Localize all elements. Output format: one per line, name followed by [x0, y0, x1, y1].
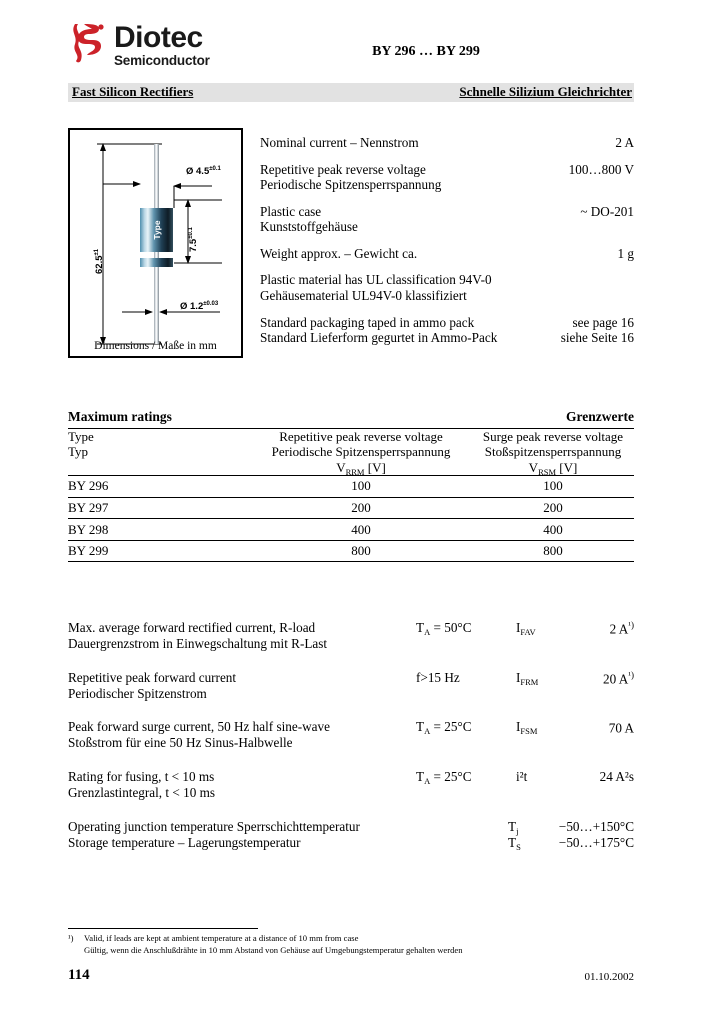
characteristic-value: 24 A²s	[599, 769, 634, 785]
cell-type: BY 297	[68, 497, 250, 519]
cell-vrrm: 200	[250, 497, 472, 519]
lead-wire-top	[154, 144, 159, 208]
diode-cathode-band	[140, 258, 173, 267]
spec-value: 1 g	[617, 245, 634, 261]
spec-value: 100…800 V	[568, 161, 634, 177]
characteristic-row-temperatures	[68, 819, 634, 851]
cell-vrrm: 100	[250, 475, 472, 497]
value-tj: −50…+150°C	[558, 818, 634, 834]
characteristic-row-ifrm	[68, 670, 634, 702]
characteristic-label-de: Periodischer Spitzenstrom	[68, 685, 207, 701]
spec-value-en: see page 16	[572, 314, 634, 330]
logo-name: Diotec	[114, 21, 203, 54]
footnote-block	[68, 928, 634, 956]
symbol-tj: $T_j$	[508, 818, 519, 836]
dimension-lead-diameter: Ø $1.2^{\pm 0.03}$	[180, 301, 219, 313]
title-german: Schnelle Silizium Gleichrichter	[459, 84, 632, 99]
cell-type: BY 298	[68, 519, 250, 541]
page-header	[68, 22, 634, 78]
logo-subtitle: Semiconductor	[114, 53, 210, 68]
spec-label-en: Plastic material has UL classification 94V-0	[260, 272, 492, 288]
spec-row-plastic-case	[260, 204, 634, 235]
symbol-ts: $T_S$	[508, 834, 521, 852]
title-english: Fast Silicon Rectifiers	[72, 84, 194, 99]
drawing-caption: Dimensions / Maße in mm	[94, 340, 217, 352]
maximum-ratings-table	[68, 429, 634, 562]
footnote-rule	[68, 928, 258, 929]
footnote-text-en: Valid, if leads are kept at ambient temperature at a distance of 10 mm from case	[84, 933, 359, 943]
characteristic-symbol: $I_{FAV}$	[516, 620, 536, 637]
characteristic-value: 20 A$^{^1)}$	[603, 669, 634, 687]
package-drawing	[68, 128, 243, 358]
diotec-logo	[68, 22, 210, 68]
spec-label-en: Nominal current – Nennstrom	[260, 135, 419, 150]
spec-value	[561, 315, 634, 346]
column-header-vrsm	[472, 429, 634, 475]
diotec-flame-logo-icon	[68, 22, 108, 64]
characteristic-row-ifav	[68, 620, 634, 652]
diode-type-label: Type	[151, 220, 162, 240]
characteristic-row-ifsm	[68, 719, 634, 751]
spec-label-de: Gehäusematerial UL94V-0 klassifiziert	[260, 288, 467, 304]
characteristic-label-de: Grenzlastintegral, t < 10 ms	[68, 784, 215, 800]
characteristic-label-de: Storage temperature – Lagerungstemperatur	[68, 834, 301, 850]
footnote-item	[68, 932, 634, 956]
column-header-type-de: Typ	[68, 444, 89, 460]
characteristic-label-de: Stoßstrom für eine 50 Hz Sinus-Halbwelle	[68, 735, 293, 751]
specification-list	[260, 135, 634, 346]
maximum-ratings-heading-en: Maximum ratings	[68, 409, 172, 424]
column-header-vrrm	[250, 429, 472, 475]
characteristic-condition: f>15 Hz	[416, 669, 460, 685]
footnote-text-de: Gültig, wenn die Anschlußdrähte in 10 mm Abstand von Gehäuse auf Umgebungstemperatur gehalten werden	[84, 945, 463, 956]
column-header-vrsm-symbol: $V_{RSM}$ [V]	[528, 459, 578, 477]
column-header-vrrm-symbol: $V_{RRM}$ [V]	[336, 459, 386, 477]
dimension-body-length: $7.5^{\pm 0.1}$	[188, 227, 200, 252]
characteristic-value	[559, 819, 634, 851]
spec-label-en: Repetitive peak reverse voltage	[260, 161, 426, 177]
characteristic-label-de: Dauergrenzstrom in Einwegschaltung mit R-Last	[68, 635, 328, 651]
spec-value-de: siehe Seite 16	[560, 330, 634, 346]
spec-row-ul-classification	[260, 272, 634, 303]
cell-type: BY 299	[68, 540, 250, 562]
spec-label-en: Standard packaging taped in ammo pack	[260, 314, 475, 330]
characteristic-label-en: Rating for fusing, t < 10 ms	[68, 769, 215, 785]
table-row	[68, 497, 634, 519]
cell-vrrm: 800	[250, 540, 472, 562]
column-header-vrrm-de: Periodische Spitzensperrspannung	[271, 444, 451, 460]
characteristic-label-en: Peak forward surge current, 50 Hz half sine-wave	[68, 719, 330, 735]
page-footer	[68, 967, 634, 987]
footnote-marker: ¹)	[68, 933, 74, 943]
characteristic-value: 70 A	[608, 720, 634, 736]
maximum-ratings-heading-de: Grenzwerte	[566, 409, 634, 424]
dimension-body-diameter: Ø $4.5^{\pm 0.1}$	[186, 166, 221, 178]
column-header-vrsm-en: Surge peak reverse voltage	[482, 429, 624, 444]
part-number-range: BY 296 … BY 299	[372, 44, 480, 59]
spec-row-reverse-voltage	[260, 162, 634, 193]
characteristic-value: 2 A$^{^1)}$	[609, 620, 634, 637]
spec-label-de: Periodische Spitzensperrspannung	[260, 177, 442, 193]
characteristic-label-en: Repetitive peak forward current	[68, 669, 237, 685]
spec-row-nominal-current	[260, 135, 634, 151]
spec-row-weight	[260, 246, 634, 262]
spec-label-en: Weight approx. – Gewicht ca.	[260, 245, 418, 261]
column-header-vrrm-en: Repetitive peak reverse voltage	[279, 429, 443, 444]
table-row	[68, 540, 634, 562]
cell-vrrm: 400	[250, 519, 472, 541]
maximum-ratings-section	[68, 409, 634, 562]
characteristic-symbol: i²t	[516, 769, 528, 785]
characteristic-symbol: $I_{FSM}$	[516, 719, 538, 737]
column-header-type-en: Type	[68, 429, 94, 444]
characteristic-condition: $T_A = 50^\circ C$	[416, 620, 472, 637]
spec-label-en: Plastic case	[260, 203, 322, 219]
diode-body	[140, 208, 173, 252]
spec-row-packaging	[260, 315, 634, 346]
table-row	[68, 475, 634, 497]
cell-vrsm: 400	[472, 519, 634, 541]
characteristic-condition: $T_A = 25^\circ C$	[416, 769, 472, 787]
cell-vrsm: 100	[472, 475, 634, 497]
spec-value: ~ DO-201	[580, 203, 634, 219]
characteristic-condition: $T_A = 25^\circ C$	[416, 719, 472, 737]
spec-label-de: Standard Lieferform gegurtet in Ammo-Pack	[260, 330, 498, 346]
cell-vrsm: 200	[472, 497, 634, 519]
cell-vrsm: 800	[472, 540, 634, 562]
dimension-total-length: $62.5^{\pm 1}$	[94, 248, 106, 274]
table-row	[68, 519, 634, 541]
column-header-vrsm-de: Stoßspitzensperrspannung	[484, 444, 622, 460]
cell-type: BY 296	[68, 475, 250, 497]
document-date: 01.10.2002	[584, 971, 634, 983]
maximum-ratings-heading	[68, 409, 634, 428]
spec-value: 2 A	[615, 135, 634, 150]
characteristic-label-en: Operating junction temperature Sperrschichttemperatur	[68, 818, 360, 834]
page-number: 114	[68, 967, 90, 983]
title-band	[68, 83, 634, 102]
table-header-row	[68, 429, 634, 475]
characteristics-section	[68, 620, 634, 868]
value-ts: −50…+175°C	[558, 834, 634, 850]
characteristic-label-en: Max. average forward rectified current, R-load	[68, 620, 316, 635]
characteristic-row-i2t	[68, 769, 634, 801]
lead-wire-bottom	[154, 288, 159, 344]
spec-label-de: Kunststoffgehäuse	[260, 219, 358, 235]
column-header-type	[68, 429, 250, 475]
characteristic-symbol: $I_{FRM}$	[516, 669, 539, 687]
